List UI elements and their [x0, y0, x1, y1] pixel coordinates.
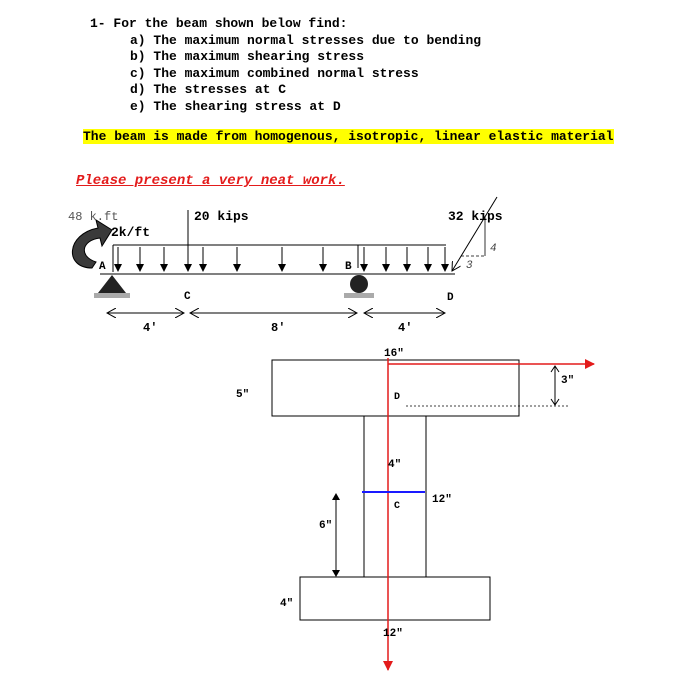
question-item: b) The maximum shearing stress: [130, 49, 365, 64]
question-item: d) The stresses at C: [130, 82, 287, 97]
flange-width-label: 16″: [384, 348, 404, 360]
span-label-2: 8′: [271, 321, 286, 335]
roller-support-b-base: [344, 293, 374, 298]
distributed-load-label: 2k/ft: [111, 225, 151, 240]
question-item: c) The maximum combined normal stress: [130, 65, 419, 81]
point-load-20-label: 20 kips: [194, 209, 249, 224]
bottom-width-label: 12″: [383, 628, 403, 640]
beam-diagram: [68, 197, 503, 335]
moment-arrow: [72, 220, 112, 268]
point-b-label: B: [345, 261, 352, 273]
question-item: a) The maximum normal stresses due to bending: [130, 32, 482, 48]
question-item: e) The shearing stress at D: [130, 98, 341, 114]
top-flange: [272, 360, 519, 416]
web-height-label: 12″: [432, 494, 452, 506]
point-a-label: A: [99, 261, 106, 273]
point-c-label: C: [184, 291, 191, 303]
slope-horizontal-label: 3: [466, 260, 473, 272]
point-c-section-label: C: [394, 501, 401, 512]
pin-support-a-base: [94, 293, 130, 298]
flange-thickness-label: 5″: [236, 389, 250, 401]
span-label-1: 4′: [143, 321, 158, 335]
c-height-label: 6″: [319, 520, 333, 532]
point-d-label: D: [447, 292, 454, 304]
web: [364, 416, 426, 577]
web-width-label: 4″: [388, 459, 402, 471]
roller-support-b: [350, 275, 368, 293]
point-load-32-label: 32 kips: [448, 209, 503, 224]
distributed-load-arrows: [118, 247, 445, 271]
cross-section: [236, 348, 594, 670]
material-note-text: The beam is made from homogenous, isotropic, linear elastic material: [83, 129, 614, 144]
instruction-text: Please present a very neat work.: [76, 173, 345, 189]
bottom-thickness-label: 4″: [280, 598, 294, 610]
d-depth-label: 3″: [561, 375, 575, 387]
bottom-flange: [300, 577, 490, 620]
pin-support-a: [98, 275, 126, 293]
slope-vertical-label: 4: [490, 243, 497, 255]
moment-label: 48 k.ft: [68, 210, 119, 224]
span-label-3: 4′: [398, 321, 413, 335]
point-d-section-label: D: [394, 392, 401, 403]
problem-heading: 1- For the beam shown below find:: [90, 16, 348, 31]
